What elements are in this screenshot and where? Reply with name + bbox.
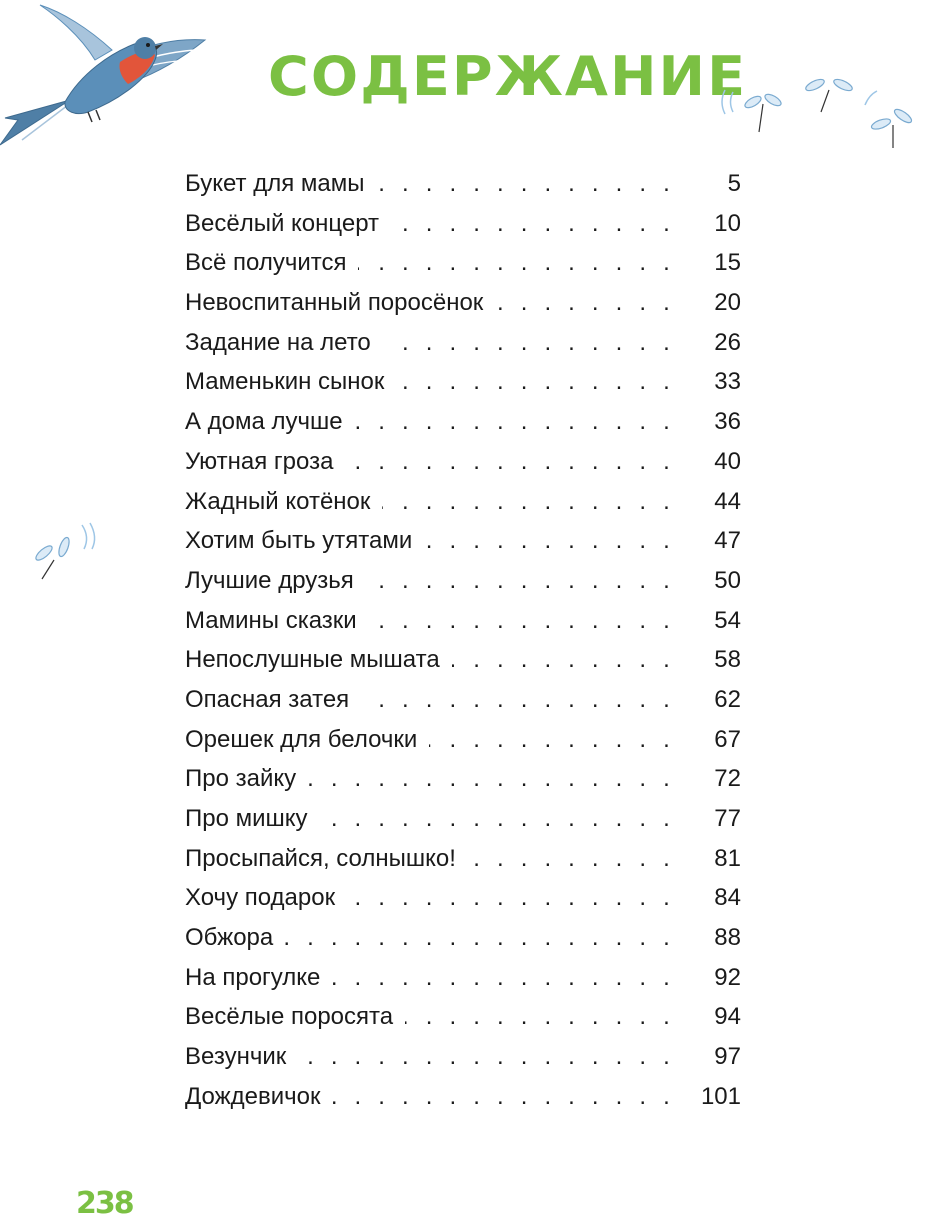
- dragonfly-illustration: [715, 70, 925, 150]
- dot-leader: [424, 527, 675, 555]
- dot-leader: [405, 1003, 675, 1031]
- dot-leader: [366, 567, 675, 595]
- toc-entry-page: 58: [714, 646, 741, 674]
- dot-leader: [332, 964, 675, 992]
- toc-entry-title: Хотим быть утятами: [185, 527, 413, 555]
- dot-leader: [429, 726, 675, 754]
- page-number: 238: [76, 1186, 133, 1221]
- toc-entry-page: 15: [714, 249, 741, 277]
- dot-leader: [383, 329, 675, 357]
- toc-entry-page: 20: [714, 289, 741, 317]
- dot-leader: [358, 249, 675, 277]
- toc-entry-page: 40: [714, 447, 741, 475]
- toc-entry-page: 94: [714, 1003, 741, 1031]
- toc-entry-title: Дождевичок: [185, 1082, 321, 1110]
- toc-entry-title: Букет для мамы: [185, 170, 365, 197]
- toc-entry-page: 33: [714, 368, 741, 396]
- toc-entry[interactable]: [185, 607, 741, 647]
- toc-entry-page: 36: [714, 408, 741, 436]
- toc-entry-page: 26: [714, 328, 741, 356]
- toc-entry-title: Невоспитанный поросёнок: [185, 289, 484, 317]
- dot-leader: [333, 1083, 675, 1111]
- dot-leader: [285, 924, 675, 952]
- dot-leader: [298, 1043, 675, 1071]
- toc-entry[interactable]: [185, 884, 741, 924]
- dot-leader: [396, 368, 675, 396]
- toc-entry-page: 72: [714, 765, 741, 793]
- toc-entry[interactable]: [185, 686, 741, 726]
- dot-leader: [382, 488, 675, 516]
- toc-entry-title: Везунчик: [185, 1043, 287, 1071]
- dot-leader: [376, 170, 675, 198]
- toc-entry-title: Непослушные мышата: [185, 646, 440, 674]
- toc-entry-title: Жадный котёнок: [185, 487, 371, 515]
- table-of-contents: [185, 170, 741, 1123]
- toc-entry-title: Задание на лето: [185, 328, 371, 356]
- toc-entry-title: Про зайку: [185, 765, 297, 793]
- dot-leader: [468, 845, 675, 873]
- toc-entry-page: 5: [727, 170, 741, 197]
- toc-entry-title: Уютная гроза: [185, 447, 334, 475]
- toc-entry[interactable]: [185, 329, 741, 369]
- toc-entry[interactable]: [185, 289, 741, 329]
- toc-entry[interactable]: [185, 368, 741, 408]
- toc-entry[interactable]: [185, 249, 741, 289]
- dragonfly-illustration: [20, 515, 100, 590]
- toc-entry[interactable]: [185, 488, 741, 528]
- toc-entry-title: Всё получится: [185, 249, 347, 277]
- dot-leader: [347, 884, 675, 912]
- toc-entry-title: Хочу подарок: [185, 884, 336, 912]
- toc-entry-page: 47: [714, 527, 741, 555]
- toc-entry[interactable]: [185, 408, 741, 448]
- dot-leader: [355, 408, 675, 436]
- toc-entry[interactable]: [185, 726, 741, 766]
- toc-entry-title: Про мишку: [185, 805, 308, 832]
- toc-entry-title: Просыпайся, солнышко!: [185, 844, 456, 872]
- toc-entry[interactable]: [185, 845, 741, 885]
- toc-entry-page: 54: [714, 606, 741, 634]
- toc-entry-title: Весёлые поросята: [185, 1003, 394, 1031]
- toc-entry[interactable]: [185, 646, 741, 686]
- toc-entry[interactable]: [185, 1003, 741, 1043]
- bird-illustration: [0, 0, 210, 150]
- toc-entry-page: 81: [714, 844, 741, 872]
- toc-entry[interactable]: [185, 567, 741, 607]
- toc-entry-title: Маменькин сынок: [185, 368, 385, 396]
- toc-entry-page: 44: [714, 487, 741, 515]
- toc-entry-title: Опасная затея: [185, 685, 350, 713]
- dot-leader: [369, 607, 675, 635]
- toc-entry[interactable]: [185, 448, 741, 488]
- toc-entry-page: 88: [714, 924, 741, 952]
- toc-entry-page: 101: [700, 1082, 741, 1110]
- toc-entry-page: 62: [714, 685, 741, 713]
- dot-leader: [391, 210, 675, 238]
- toc-entry-title: Обжора: [185, 924, 274, 952]
- dot-leader: [452, 646, 675, 674]
- dot-leader: [320, 805, 675, 833]
- toc-entry-page: 84: [714, 884, 741, 912]
- toc-entry[interactable]: [185, 170, 741, 210]
- toc-entry-page: 50: [714, 566, 741, 594]
- toc-entry-page: 97: [714, 1043, 741, 1071]
- toc-entry[interactable]: [185, 924, 741, 964]
- toc-entry-title: А дома лучше: [185, 408, 343, 436]
- toc-entry[interactable]: [185, 1043, 741, 1083]
- toc-entry-page: 77: [714, 805, 741, 832]
- dot-leader: [345, 448, 675, 476]
- toc-entry[interactable]: [185, 805, 741, 845]
- toc-entry-title: Мамины сказки: [185, 606, 357, 634]
- dot-leader: [308, 765, 675, 793]
- toc-entry[interactable]: [185, 964, 741, 1004]
- toc-entry[interactable]: [185, 210, 741, 250]
- toc-entry-title: Весёлый концерт: [185, 209, 380, 237]
- toc-entry-title: Орешек для белочки: [185, 725, 418, 753]
- toc-entry-page: 10: [714, 209, 741, 237]
- toc-entry-title: Лучшие друзья: [185, 566, 354, 594]
- toc-entry-title: На прогулке: [185, 963, 321, 991]
- toc-entry[interactable]: [185, 527, 741, 567]
- toc-entry[interactable]: [185, 765, 741, 805]
- dot-leader: [495, 289, 675, 317]
- dot-leader: [361, 686, 675, 714]
- page-title: СОДЕРЖАНИЕ: [268, 45, 748, 108]
- toc-entry[interactable]: [185, 1083, 741, 1123]
- toc-entry-page: 92: [714, 963, 741, 991]
- toc-entry-page: 67: [714, 725, 741, 753]
